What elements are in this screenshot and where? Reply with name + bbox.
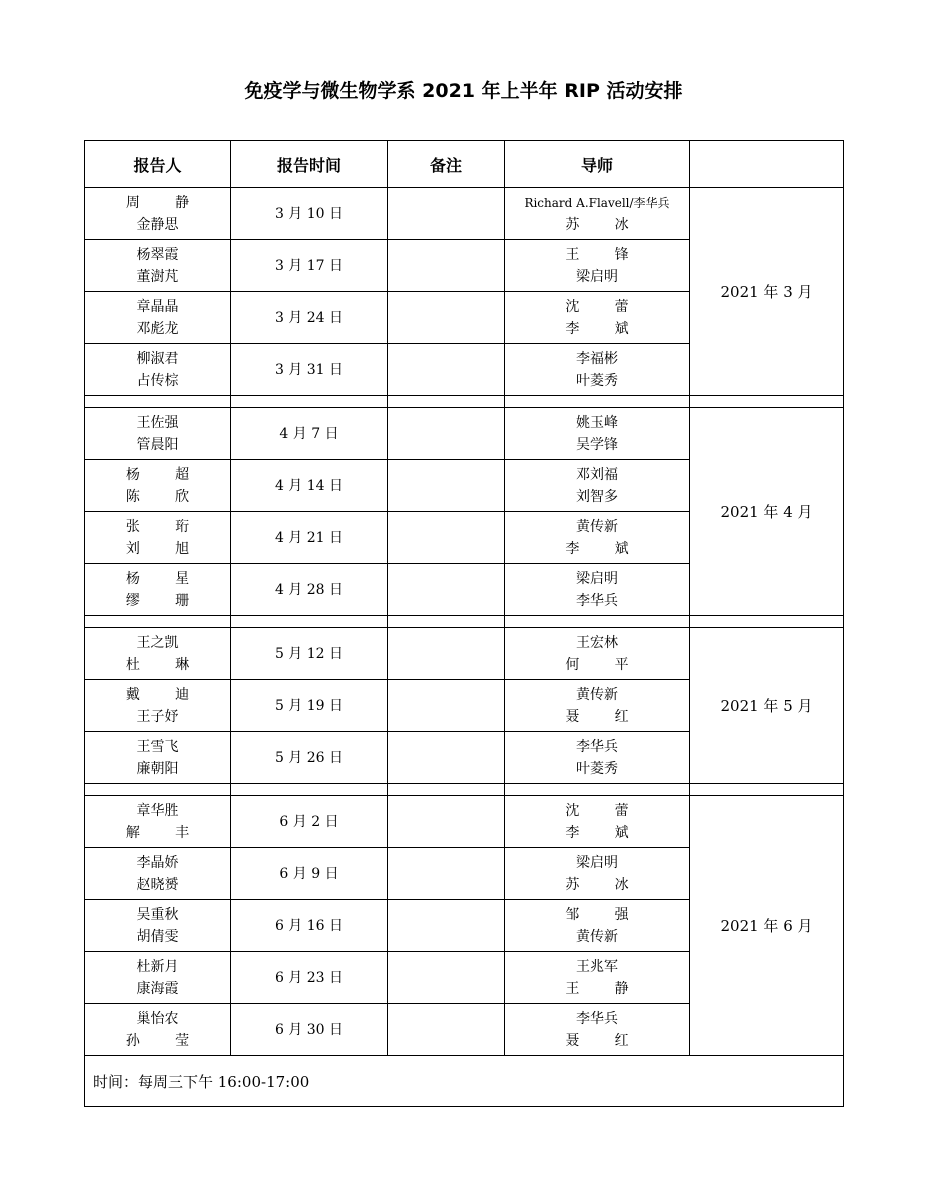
cell-line: 何 平	[565, 656, 645, 673]
date-cell: 4 月 7 日	[231, 408, 388, 460]
note-cell	[388, 952, 505, 1004]
cell-line: 杜新月	[136, 958, 179, 975]
cell-line: 沈 蕾	[565, 802, 645, 819]
date-cell: 6 月 2 日	[231, 796, 388, 848]
cell-line: 吴学锋	[576, 436, 618, 453]
month-cell: 2021 年 3 月	[690, 188, 844, 396]
note-cell	[388, 732, 505, 784]
date-cell: 3 月 31 日	[231, 344, 388, 396]
note-cell	[388, 796, 505, 848]
cell-line: 李华兵	[576, 738, 618, 755]
note-cell	[388, 628, 505, 680]
advisor-cell	[505, 512, 690, 564]
cell-line: 周 静	[125, 194, 205, 211]
header-date: 报告时间	[231, 141, 388, 188]
advisor-cell	[505, 292, 690, 344]
note-cell	[388, 460, 505, 512]
cell-line: 刘 旭	[125, 540, 205, 557]
footer-time: 时间：每周三下午 16:00-17:00	[85, 1056, 844, 1107]
cell-line: 缪 珊	[125, 592, 205, 609]
cell-line: 梁启明	[576, 570, 618, 587]
advisor-cell	[505, 188, 690, 240]
advisor-cell	[505, 240, 690, 292]
cell-line: 邓刘福	[576, 466, 618, 483]
speaker-cell	[85, 900, 231, 952]
advisor-cell	[505, 952, 690, 1004]
cell-line: 管晨阳	[136, 436, 179, 453]
cell-line: 陈 欣	[125, 488, 205, 505]
schedule-table	[84, 140, 844, 1107]
speaker-cell	[85, 188, 231, 240]
cell-line: 解 丰	[125, 824, 205, 841]
cell-line: 姚玉峰	[576, 414, 618, 431]
cell-line: 梁启明	[576, 854, 618, 871]
date-cell: 5 月 12 日	[231, 628, 388, 680]
advisor-cell	[505, 628, 690, 680]
note-cell	[388, 848, 505, 900]
speaker-cell	[85, 680, 231, 732]
header-advisor: 导师	[505, 141, 690, 188]
month-cell: 2021 年 5 月	[690, 628, 844, 784]
advisor-cell	[505, 732, 690, 784]
date-cell: 5 月 19 日	[231, 680, 388, 732]
cell-line: 王雪飞	[136, 738, 179, 755]
date-cell: 6 月 16 日	[231, 900, 388, 952]
separator-row	[85, 616, 844, 628]
cell-line: 廉朝阳	[136, 760, 179, 777]
separator-cell	[388, 784, 505, 796]
cell-line: 李福彬	[576, 350, 618, 367]
separator-cell	[231, 616, 388, 628]
speaker-cell	[85, 344, 231, 396]
advisor-cell	[505, 344, 690, 396]
header-row	[85, 141, 844, 188]
cell-line: 黄传新	[576, 928, 618, 945]
cell-line: 杨翠霞	[136, 246, 179, 263]
cell-line: 李 斌	[565, 320, 645, 337]
advisor-cell	[505, 900, 690, 952]
cell-line: 杜 琳	[125, 656, 205, 673]
speaker-cell	[85, 408, 231, 460]
date-cell: 5 月 26 日	[231, 732, 388, 784]
page-title: 免疫学与微生物学系 2021 年上半年 RIP 活动安排	[244, 80, 683, 102]
advisor-cell	[505, 564, 690, 616]
cell-line: 巢怡农	[136, 1010, 179, 1027]
cell-line: 杨 超	[125, 466, 205, 483]
cell-line: 梁启明	[576, 268, 618, 285]
note-cell	[388, 512, 505, 564]
date-cell: 6 月 9 日	[231, 848, 388, 900]
cell-line: 金静思	[136, 216, 179, 233]
speaker-cell	[85, 796, 231, 848]
table-row	[85, 796, 844, 848]
advisor-cell	[505, 1004, 690, 1056]
speaker-cell	[85, 732, 231, 784]
cell-line: 刘智多	[576, 488, 618, 505]
cell-line: 吴重秋	[136, 906, 179, 923]
cell-line: 胡倩雯	[136, 928, 179, 945]
cell-line: 聂 红	[565, 708, 645, 725]
speaker-cell	[85, 240, 231, 292]
month-cell: 2021 年 4 月	[690, 408, 844, 616]
schedule-body	[85, 188, 844, 1107]
separator-row	[85, 784, 844, 796]
cell-line: 章晶晶	[136, 298, 179, 315]
cell-line: 王兆军	[576, 958, 618, 975]
advisor-cell	[505, 680, 690, 732]
speaker-cell	[85, 512, 231, 564]
cell-line: 王 静	[565, 980, 645, 997]
note-cell	[388, 292, 505, 344]
note-cell	[388, 680, 505, 732]
cell-line: 黄传新	[576, 686, 618, 703]
month-cell: 2021 年 6 月	[690, 796, 844, 1056]
speaker-cell	[85, 564, 231, 616]
note-cell	[388, 900, 505, 952]
date-cell: 3 月 10 日	[231, 188, 388, 240]
cell-line: 占传棕	[136, 372, 179, 389]
speaker-cell	[85, 292, 231, 344]
cell-line: 孙 莹	[125, 1032, 205, 1049]
cell-line: 邹 强	[565, 906, 645, 923]
note-cell	[388, 1004, 505, 1056]
speaker-cell	[85, 952, 231, 1004]
note-cell	[388, 408, 505, 460]
cell-line: 赵晓赟	[136, 876, 179, 893]
table-row	[85, 628, 844, 680]
cell-line: 李晶娇	[136, 854, 179, 871]
cell-line: 黄传新	[576, 518, 618, 535]
separator-cell	[690, 616, 844, 628]
separator-cell	[505, 616, 690, 628]
cell-line: 邓彪龙	[136, 320, 179, 337]
note-cell	[388, 564, 505, 616]
separator-cell	[505, 396, 690, 408]
separator-cell	[85, 396, 231, 408]
date-cell: 4 月 14 日	[231, 460, 388, 512]
cell-line: 康海霞	[136, 980, 179, 997]
note-cell	[388, 240, 505, 292]
advisor-cell	[505, 460, 690, 512]
speaker-cell	[85, 848, 231, 900]
note-cell	[388, 344, 505, 396]
cell-line: 李华兵	[576, 1010, 618, 1027]
separator-cell	[388, 616, 505, 628]
date-cell: 3 月 24 日	[231, 292, 388, 344]
cell-line: 苏 冰	[565, 216, 645, 233]
note-cell	[388, 188, 505, 240]
cell-line: 王之凯	[136, 634, 179, 651]
separator-cell	[505, 784, 690, 796]
table-row	[85, 188, 844, 240]
separator-cell	[388, 396, 505, 408]
separator-cell	[231, 784, 388, 796]
speaker-cell	[85, 628, 231, 680]
date-cell: 6 月 30 日	[231, 1004, 388, 1056]
cell-line: 苏 冰	[565, 876, 645, 893]
speaker-cell	[85, 460, 231, 512]
date-cell: 3 月 17 日	[231, 240, 388, 292]
separator-cell	[231, 396, 388, 408]
cell-line: Richard A.Flavell/李华兵	[524, 195, 670, 210]
cell-line: 张 珩	[125, 518, 205, 535]
separator-cell	[85, 784, 231, 796]
speaker-cell	[85, 1004, 231, 1056]
separator-cell	[85, 616, 231, 628]
cell-line: 柳淑君	[136, 350, 179, 367]
cell-line: 沈 蕾	[565, 298, 645, 315]
cell-line: 李华兵	[576, 592, 618, 609]
cell-line: 王佐强	[136, 414, 179, 431]
cell-line: 叶菱秀	[576, 372, 618, 389]
cell-line: 王宏林	[576, 634, 618, 651]
cell-line: 叶菱秀	[576, 760, 618, 777]
cell-line: 李 斌	[565, 540, 645, 557]
date-cell: 4 月 21 日	[231, 512, 388, 564]
advisor-cell	[505, 796, 690, 848]
date-cell: 6 月 23 日	[231, 952, 388, 1004]
advisor-cell	[505, 408, 690, 460]
separator-cell	[690, 396, 844, 408]
cell-line: 章华胜	[136, 802, 179, 819]
advisor-cell	[505, 848, 690, 900]
cell-line: 戴 迪	[125, 686, 205, 703]
cell-line: 杨 星	[125, 570, 205, 587]
separator-row	[85, 396, 844, 408]
cell-line: 聂 红	[565, 1032, 645, 1049]
header-note: 备注	[388, 141, 505, 188]
separator-cell	[690, 784, 844, 796]
table-row	[85, 408, 844, 460]
cell-line: 李 斌	[565, 824, 645, 841]
date-cell: 4 月 28 日	[231, 564, 388, 616]
header-speaker: 报告人	[85, 141, 231, 188]
cell-line: 王 锋	[565, 246, 645, 263]
cell-line: 王子妤	[136, 708, 179, 725]
footer-row	[85, 1056, 844, 1107]
header-month	[690, 141, 844, 188]
cell-line: 董澍芃	[136, 268, 179, 285]
